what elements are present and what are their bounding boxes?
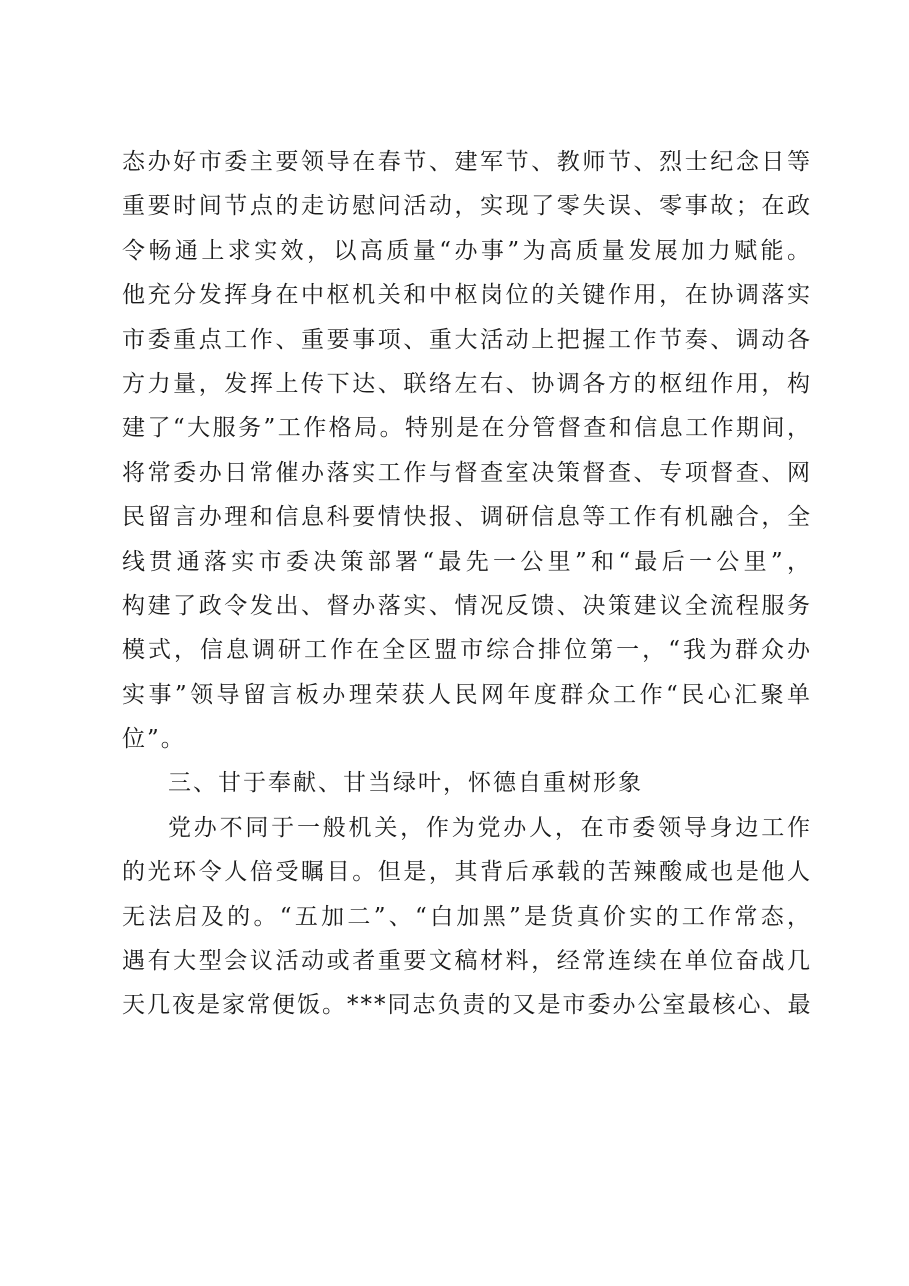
text-line: 模式，信息调研工作在全区盟市综合排位第一，“我为群众办 [122, 637, 812, 664]
text-line: 无法启及的。“五加二”、“白加黑”是货真价实的工作常态， [122, 903, 812, 930]
text-line: 重要时间节点的走访慰问活动，实现了零失误、零事故；在政 [122, 193, 812, 220]
text-line: 的光环令人倍受瞩目。但是，其背后承载的苦辣酸咸也是他人 [122, 859, 812, 886]
document-body [122, 140, 812, 1028]
text-line: 民留言办理和信息科要情快报、调研信息等工作有机融合，全 [122, 504, 812, 531]
text-line: 遇有大型会议活动或者重要文稿材料，经常连续在单位奋战几 [122, 948, 812, 975]
text-line: 令畅通上求实效，以高质量“办事”为高质量发展加力赋能。 [122, 237, 812, 264]
text-line: 将常委办日常催办落实工作与督查室决策督查、专项督查、网 [122, 459, 812, 486]
text-line: 实事”领导留言板办理荣获人民网年度群众工作“民心汇聚单 [122, 681, 812, 708]
section-heading: 三、甘于奉献、甘当绿叶，怀德自重树形象 [168, 770, 643, 797]
text-line: 构建了政令发出、督办落实、情况反馈、决策建议全流程服务 [122, 592, 812, 619]
text-line: 建了“大服务”工作格局。特别是在分管督查和信息工作期间， [122, 415, 812, 442]
text-line: 位”。 [122, 726, 186, 753]
text-line: 市委重点工作、重要事项、重大活动上把握工作节奏、调动各 [122, 326, 812, 353]
text-line: 党办不同于一般机关，作为党办人，在市委领导身边工作 [168, 814, 812, 841]
text-line: 态办好市委主要领导在春节、建军节、教师节、烈士纪念日等 [122, 149, 812, 175]
text-line: 天几夜是家常便饭。***同志负责的又是市委办公室最核心、最 [122, 992, 812, 1019]
text-line: 线贯通落实市委决策部署“最先一公里”和“最后一公里”， [122, 548, 812, 575]
text-line: 方力量，发挥上传下达、联络左右、协调各方的枢纽作用，构 [122, 370, 812, 397]
text-line: 他充分发挥身在中枢机关和中枢岗位的关键作用，在协调落实 [122, 282, 812, 309]
